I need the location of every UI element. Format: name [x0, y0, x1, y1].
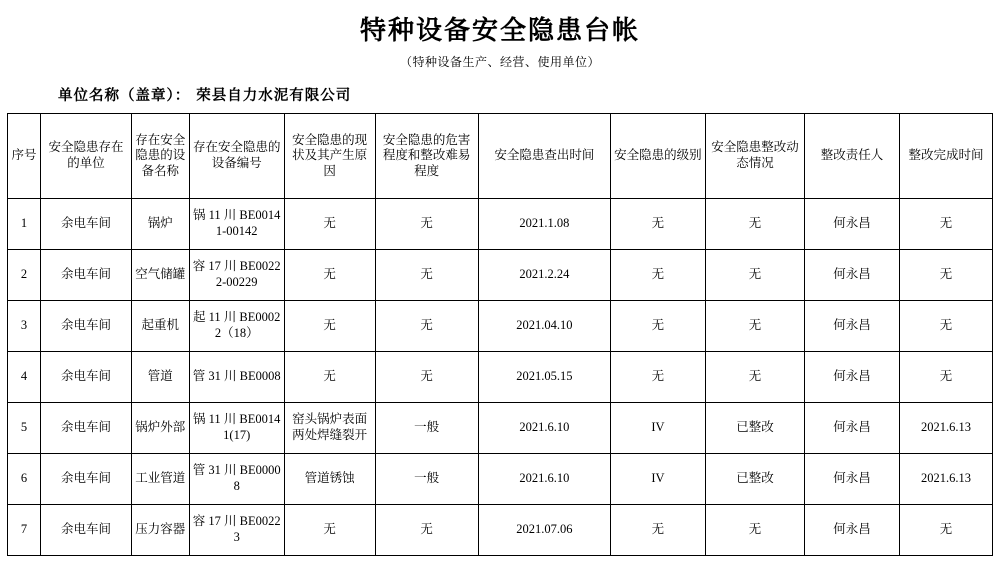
- cell-unit: 余电车间: [41, 301, 132, 352]
- cell-index: 2: [8, 250, 41, 301]
- cell-device-code: 容 17 川 BE00222-00229: [189, 250, 284, 301]
- cell-rectify-status: 无: [705, 352, 804, 403]
- cell-found-time: 2021.07.06: [478, 505, 610, 556]
- column-header-index: 序号: [8, 114, 41, 199]
- cell-unit: 余电车间: [41, 403, 132, 454]
- cell-level: 无: [610, 250, 705, 301]
- column-header-level: 安全隐患的级别: [610, 114, 705, 199]
- cell-device-name: 锅炉外部: [131, 403, 189, 454]
- cell-index: 4: [8, 352, 41, 403]
- cell-index: 7: [8, 505, 41, 556]
- table-row: [8, 505, 993, 556]
- cell-device-name: 锅炉: [131, 199, 189, 250]
- unit-name-label: 单位名称（盖章）：: [58, 88, 191, 104]
- cell-device-code: 锅 11 川 BE00141-00142: [189, 199, 284, 250]
- cell-harm-degree: 无: [375, 250, 478, 301]
- cell-finish-time: 无: [900, 250, 993, 301]
- column-header-rectify-status: 安全隐患整改动态情况: [705, 114, 804, 199]
- cell-person: 何永昌: [805, 352, 900, 403]
- unit-name-value: 荣县自力水泥有限公司: [196, 88, 352, 104]
- table-row: [8, 301, 993, 352]
- cell-harm-degree: 无: [375, 199, 478, 250]
- cell-status-cause: 窑头锅炉表面两处焊缝裂开: [284, 403, 375, 454]
- column-header-unit: 安全隐患存在的单位: [41, 114, 132, 199]
- cell-unit: 余电车间: [41, 505, 132, 556]
- column-header-person: 整改责任人: [805, 114, 900, 199]
- table-row: [8, 352, 993, 403]
- table-row: [8, 250, 993, 301]
- cell-person: 何永昌: [805, 199, 900, 250]
- cell-status-cause: 无: [284, 250, 375, 301]
- table-row: [8, 454, 993, 505]
- column-header-status-cause: 安全隐患的现状及其产生原因: [284, 114, 375, 199]
- document-page: [0, 10, 1000, 556]
- cell-status-cause: 无: [284, 352, 375, 403]
- cell-harm-degree: 一般: [375, 454, 478, 505]
- unit-name-line: [58, 84, 1000, 105]
- cell-unit: 余电车间: [41, 454, 132, 505]
- cell-harm-degree: 无: [375, 301, 478, 352]
- cell-found-time: 2021.05.15: [478, 352, 610, 403]
- cell-level: 无: [610, 301, 705, 352]
- cell-person: 何永昌: [805, 250, 900, 301]
- cell-harm-degree: 无: [375, 352, 478, 403]
- page-title: 特种设备安全隐患台帐: [359, 16, 640, 46]
- cell-unit: 余电车间: [41, 199, 132, 250]
- cell-level: 无: [610, 505, 705, 556]
- cell-finish-time: 无: [900, 199, 993, 250]
- cell-device-code: 容 17 川 BE00223: [189, 505, 284, 556]
- cell-status-cause: 管道锈蚀: [284, 454, 375, 505]
- cell-rectify-status: 无: [705, 505, 804, 556]
- cell-status-cause: 无: [284, 199, 375, 250]
- cell-harm-degree: 一般: [375, 403, 478, 454]
- cell-rectify-status: 已整改: [705, 454, 804, 505]
- cell-rectify-status: 无: [705, 199, 804, 250]
- page-subtitle: （特种设备生产、经营、使用单位）: [399, 55, 600, 69]
- cell-finish-time: 无: [900, 505, 993, 556]
- cell-device-name: 工业管道: [131, 454, 189, 505]
- cell-level: 无: [610, 352, 705, 403]
- cell-rectify-status: 无: [705, 301, 804, 352]
- table-header-row: [8, 114, 993, 199]
- column-header-found-time: 安全隐患查出时间: [478, 114, 610, 199]
- cell-person: 何永昌: [805, 301, 900, 352]
- table-row: [8, 403, 993, 454]
- cell-device-name: 管道: [131, 352, 189, 403]
- cell-device-name: 起重机: [131, 301, 189, 352]
- cell-finish-time: 无: [900, 301, 993, 352]
- cell-found-time: 2021.6.10: [478, 403, 610, 454]
- cell-finish-time: 2021.6.13: [900, 403, 993, 454]
- cell-device-code: 锅 11 川 BE00141(17): [189, 403, 284, 454]
- cell-unit: 余电车间: [41, 250, 132, 301]
- cell-harm-degree: 无: [375, 505, 478, 556]
- cell-level: IV: [610, 403, 705, 454]
- column-header-device-code: 存在安全隐患的设备编号: [189, 114, 284, 199]
- cell-person: 何永昌: [805, 403, 900, 454]
- cell-person: 何永昌: [805, 454, 900, 505]
- cell-level: 无: [610, 199, 705, 250]
- cell-device-name: 压力容器: [131, 505, 189, 556]
- cell-unit: 余电车间: [41, 352, 132, 403]
- cell-status-cause: 无: [284, 505, 375, 556]
- cell-person: 何永昌: [805, 505, 900, 556]
- cell-finish-time: 2021.6.13: [900, 454, 993, 505]
- cell-device-code: 起 11 川 BE00022（18）: [189, 301, 284, 352]
- cell-device-code: 管 31 川 BE0008: [189, 352, 284, 403]
- cell-rectify-status: 已整改: [705, 403, 804, 454]
- hazard-ledger-table: [7, 113, 993, 556]
- cell-found-time: 2021.1.08: [478, 199, 610, 250]
- column-header-device-name: 存在安全隐患的设备名称: [131, 114, 189, 199]
- cell-index: 5: [8, 403, 41, 454]
- column-header-harm-degree: 安全隐患的危害程度和整改难易程度: [375, 114, 478, 199]
- cell-found-time: 2021.6.10: [478, 454, 610, 505]
- cell-status-cause: 无: [284, 301, 375, 352]
- cell-found-time: 2021.04.10: [478, 301, 610, 352]
- cell-level: IV: [610, 454, 705, 505]
- cell-device-code: 管 31 川 BE00008: [189, 454, 284, 505]
- cell-index: 1: [8, 199, 41, 250]
- cell-rectify-status: 无: [705, 250, 804, 301]
- table-row: [8, 199, 993, 250]
- cell-index: 3: [8, 301, 41, 352]
- cell-device-name: 空气储罐: [131, 250, 189, 301]
- cell-index: 6: [8, 454, 41, 505]
- cell-found-time: 2021.2.24: [478, 250, 610, 301]
- cell-finish-time: 无: [900, 352, 993, 403]
- column-header-finish-time: 整改完成时间: [900, 114, 993, 199]
